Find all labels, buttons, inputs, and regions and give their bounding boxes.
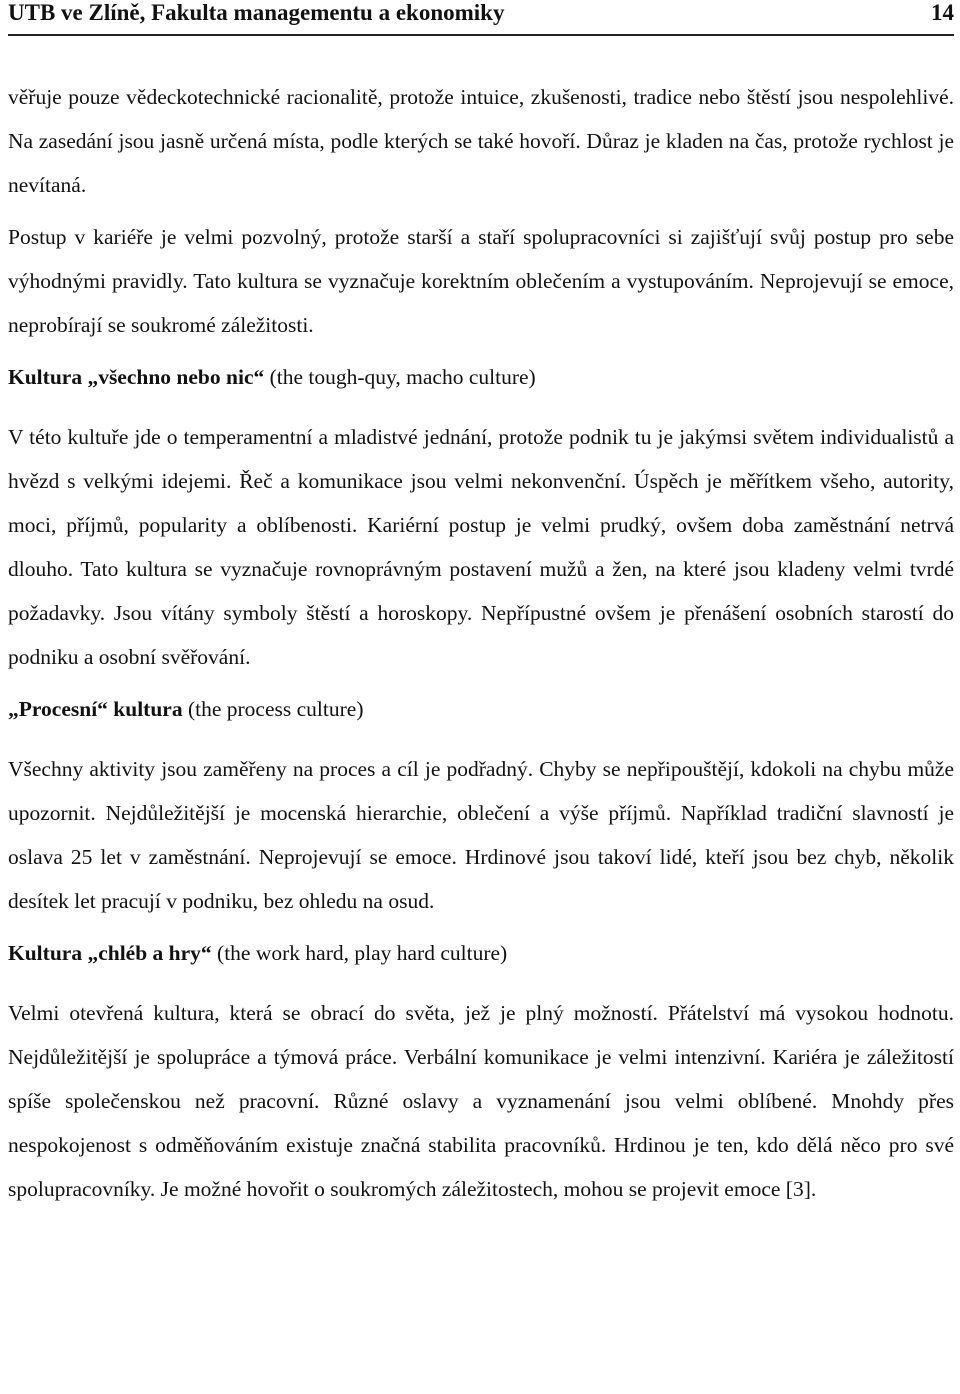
paragraph-1: věřuje pouze vědeckotechnické racionalitě, protože intuice, zkušenosti, tradice nebo štěstí jsou nespolehlivé. Na zasedání jsou jasně určená místa, podle kterých se také hovoří. Důraz je kladen na čas, protože rychlost je nevítaná. [8, 85, 954, 197]
section-heading-process [8, 687, 954, 731]
section-heading-tough-guy-subtitle: (the tough-quy, macho culture) [264, 365, 536, 389]
section-heading-work-hard-subtitle: (the work hard, play hard culture) [211, 941, 508, 965]
running-header [8, 0, 954, 25]
page-number: 14 [931, 0, 954, 25]
section-heading-tough-guy-bold: Kultura „všechno nebo nic“ [8, 365, 265, 389]
document-page [8, 0, 954, 1201]
section-heading-process-subtitle: (the process culture) [182, 697, 364, 721]
body-text [8, 75, 954, 1211]
section-heading-work-hard [8, 931, 954, 975]
paragraph-3: V této kultuře jde o temperamentní a mladistvé jednání, protože podnik tu je jakýmsi světem individualistů a hvězd s velkými idejemi. Řeč a komunikace jsou velmi nekonvenční. Úspěch je měřítkem všeho, autority, moci, příjmů, popularity a oblíbenosti. Kariérní postup je velmi prudký, ovšem doba zaměstnání netrvá dlouho. Tato kultura se vyznačuje rovnoprávným postavení mužů a žen, na které jsou kladeny velmi tvrdé požadavky. Jsou vítány symboly štěstí a horoskopy. Nepřípustné ovšem je přenášení osobních starostí do podniku a osobní svěřování. [8, 425, 954, 669]
paragraph-2: Postup v kariéře je velmi pozvolný, protože starší a staří spolupracovníci si zajišťují svůj postup pro sebe výhodnými pravidly. Tato kultura se vyznačuje korektním oblečením a vystupováním. Neprojevují se emoce, neprobírají se soukromé záležitosti. [8, 225, 954, 337]
paragraph-5: Velmi otevřená kultura, která se obrací do světa, jež je plný možností. Přátelství má vysokou hodnotu. Nejdůležitější je spolupráce a týmová práce. Verbální komunikace je velmi intenzivní. Kariéra je záležitostí spíše společenskou než pracovní. Různé oslavy a vyznamenání jsou velmi oblíbené. Mnohdy přes nespokojenost s odměňováním existuje značná stabilita pracovníků. Hrdinou je ten, kdo dělá něco pro své spolupracovníky. Je možné hovořit o soukromých záležitostech, mohou se projevit emoce [3]. [8, 1001, 954, 1201]
section-heading-work-hard-bold: Kultura „chléb a hry“ [8, 941, 212, 965]
paragraph-4: Všechny aktivity jsou zaměřeny na proces a cíl je podřadný. Chyby se nepřipouštějí, kdokoli na chybu může upozornit. Nejdůležitější je mocenská hierarchie, oblečení a výše příjmů. Například tradiční slavností je oslava 25 let v zaměstnání. Neprojevují se emoce. Hrdinové jsou takoví lidé, kteří jsou bez chyb, několik desítek let pracují v podniku, bez ohledu na osud. [8, 757, 954, 913]
header-title: UTB ve Zlíně, Fakulta managementu a ekonomiky [8, 0, 505, 25]
section-heading-process-bold: „Procesní“ kultura [8, 697, 183, 721]
header-rule [8, 34, 954, 36]
section-heading-tough-guy [8, 355, 954, 399]
